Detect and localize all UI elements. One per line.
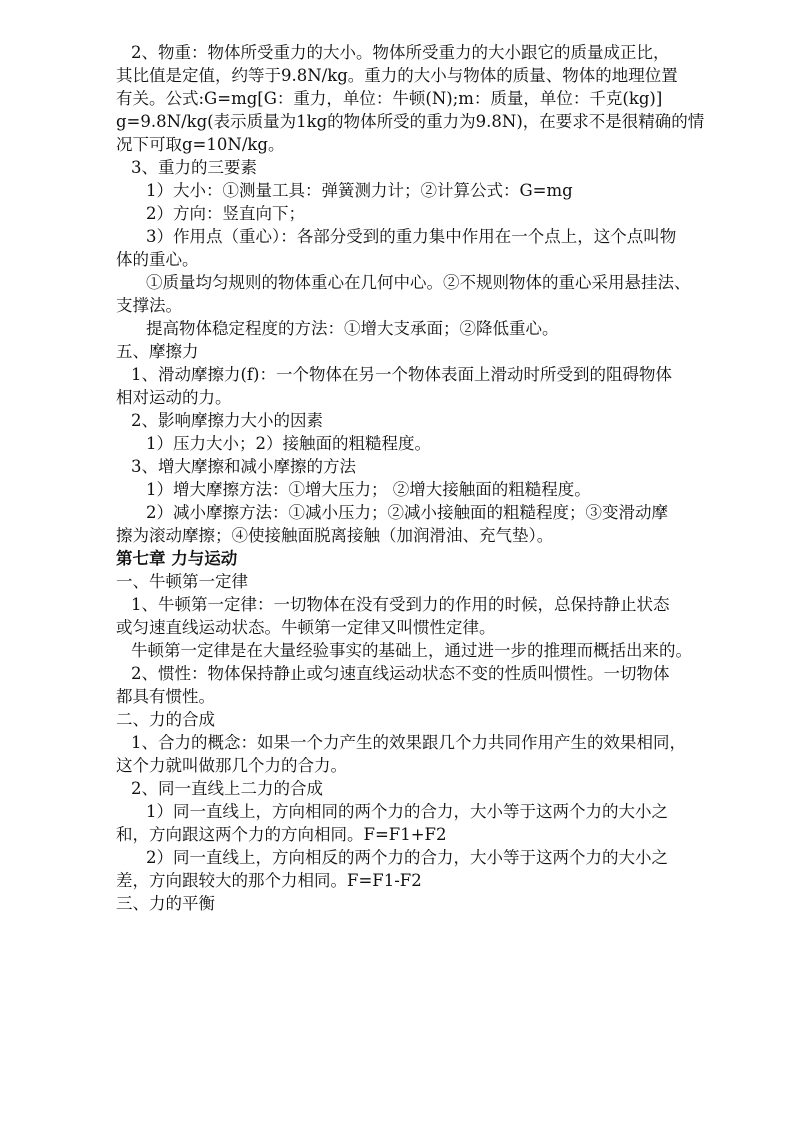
section-heading: 一、牛顿第一定律 <box>116 572 248 591</box>
text-line: 1）同一直线上，方向相同的两个力的合力，大小等于这两个力的大小之 <box>146 802 668 821</box>
text-line: 相对运动的力。 <box>116 388 232 407</box>
text-line: 1、牛顿第一定律：一切物体在没有受到力的作用的时候，总保持静止状态 <box>131 595 670 614</box>
text-line: 1）增大摩擦方法：①增大压力； ②增大接触面的粗糙程度。 <box>146 480 591 499</box>
chapter-title: 第七章 力与运动 <box>116 549 238 568</box>
text-line: 提高物体稳定程度的方法：①增大支承面；②降低重心。 <box>146 319 559 338</box>
text-line: 其比值是定值，约等于9.8N/kg。重力的大小与物体的质量、物体的地理位置 <box>116 66 678 85</box>
text-line: 2）同一直线上，方向相反的两个力的合力，大小等于这两个力的大小之 <box>146 848 668 867</box>
section-heading: 3、重力的三要素 <box>131 158 257 177</box>
text-line: 擦为滚动摩擦；④使接触面脱离接触（加润滑油、充气垫）。 <box>116 526 554 545</box>
text-line: 或匀速直线运动状态。牛顿第一定律又叫惯性定律。 <box>116 618 496 637</box>
text-line: 1、合力的概念：如果一个力产生的效果跟几个力共同作用产生的效果相同， <box>131 733 686 752</box>
text-line: 有关。公式:G=mg[G：重力，单位：牛顿(N);m：质量，单位：千克(kg)] <box>116 89 663 108</box>
text-line: 2）方向：竖直向下； <box>146 204 305 223</box>
text-line: 3）作用点（重心）：各部分受到的重力集中作用在一个点上，这个点叫物 <box>146 227 677 246</box>
text-line: 2、惯性：物体保持静止或匀速直线运动状态不变的性质叫惯性。一切物体 <box>131 664 670 683</box>
text-line: 都具有惯性。 <box>116 687 215 706</box>
text-line: 1）大小：①测量工具：弹簧测力计；②计算公式：G=mg <box>146 181 573 200</box>
text-line: 牛顿第一定律是在大量经验事实的基础上，通过进一步的推理而概括出来的。 <box>131 641 692 660</box>
section-heading: 2、影响摩擦力大小的因素 <box>131 411 323 430</box>
text-line: 1、滑动摩擦力(f)：一个物体在另一个物体表面上滑动时所受到的阻碍物体 <box>131 365 672 384</box>
section-heading: 三、力的平衡 <box>116 894 215 913</box>
text-line: g=9.8N/kg(表示质量为1kg的物体所受的重力为9.8N)，在要求不是很精确的情 <box>116 112 705 131</box>
text-line: 体的重心。 <box>116 250 199 269</box>
section-heading: 五、摩擦力 <box>116 342 199 361</box>
text-line: 和，方向跟这两个力的方向相同。F=F1+F2 <box>116 825 447 844</box>
text-line: ①质量均匀规则的物体重心在几何中心。②不规则物体的重心采用悬挂法、 <box>146 273 691 292</box>
section-heading: 3、增大摩擦和减小摩擦的方法 <box>131 457 356 476</box>
section-heading: 2、同一直线上二力的合成 <box>131 779 323 798</box>
section-heading: 二、力的合成 <box>116 710 215 729</box>
text-line: 支撑法。 <box>116 296 182 315</box>
text-line: 这个力就叫做那几个力的合力。 <box>116 756 347 775</box>
text-line: 况下可取g=10N/kg。 <box>116 135 285 154</box>
text-line: 1）压力大小；2）接触面的粗糙程度。 <box>146 434 431 453</box>
text-line: 2）减小摩擦方法：①减小压力；②减小接触面的粗糙程度；③变滑动摩 <box>146 503 668 522</box>
text-line: 差，方向跟较大的那个力相同。F=F1-F2 <box>116 871 422 890</box>
text-line: 2、物重：物体所受重力的大小。物体所受重力的大小跟它的质量成正比， <box>131 43 670 62</box>
